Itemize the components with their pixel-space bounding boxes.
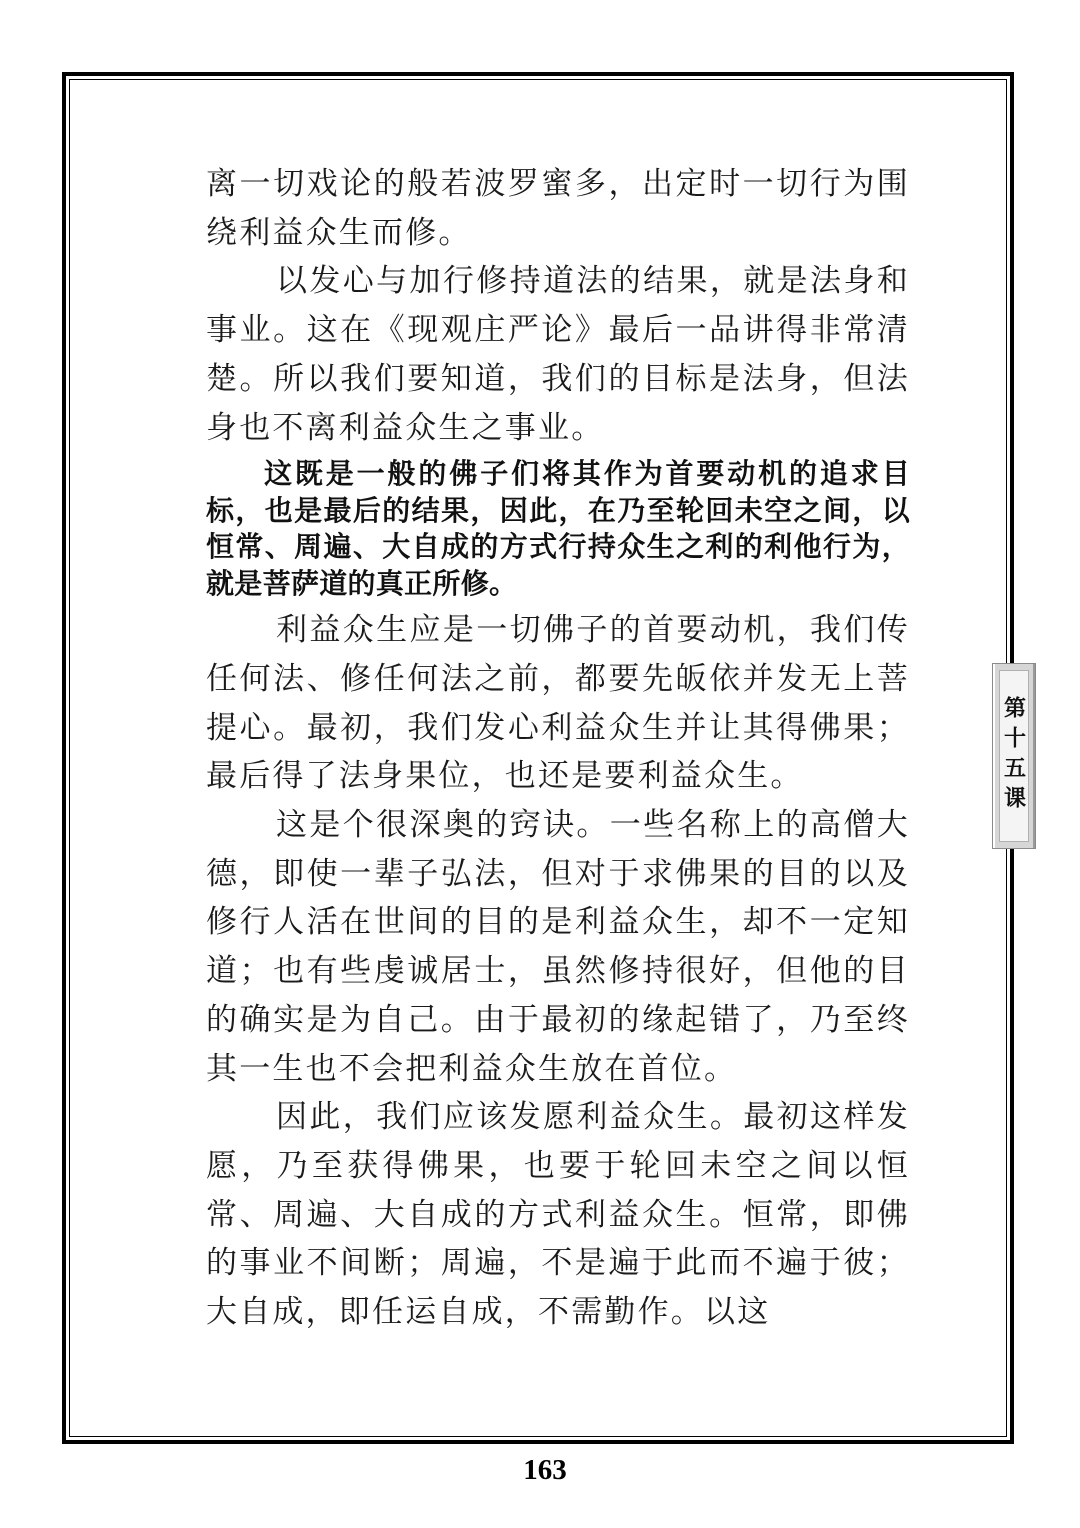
paragraph: 利益众生应是一切佛子的首要动机，我们传任何法、修任何法之前，都要先皈依并发无上菩提心。最初，我们发心利益众生并让其得佛果；最后得了法身果位，也还是要利益众生。 bbox=[206, 612, 910, 795]
page-number: 163 bbox=[523, 1454, 567, 1486]
chapter-side-tab bbox=[992, 663, 1036, 849]
root-text-quote: 这既是一般的佛子们将其作为首要动机的追求目标，也是最后的结果，因此，在乃至轮回未空之间，以恒常、周遍、大自成的方式行持众生之利的利他行为，就是菩萨道的真正所修。 bbox=[206, 457, 910, 600]
paragraph: 以发心与加行修持道法的结果，就是法身和事业。这在《现观庄严论》最后一品讲得非常清楚。所以我们要知道，我们的目标是法身，但法身也不离利益众生之事业。 bbox=[206, 263, 910, 446]
chapter-side-tab-inner bbox=[999, 670, 1029, 842]
paragraph: 因此，我们应该发愿利益众生。最初这样发愿，乃至获得佛果，也要于轮回未空之间以恒常、周遍、大自成的方式利益众生。恒常，即佛的事业不间断；周遍，不是遍于此而不遍于彼；大自成，即任运自成，不需勤作。以这 bbox=[206, 1099, 910, 1331]
paragraph-continuation: 离一切戏论的般若波罗蜜多，出定时一切行为围绕利益众生而修。 bbox=[206, 166, 910, 251]
paragraph: 这是个很深奥的窍诀。一些名称上的高僧大德，即使一辈子弘法，但对于求佛果的目的以及修行人活在世间的目的是利益众生，却不一定知道；也有些虔诚居士，虽然修持很好，但他的目的确实是为自己。由于最初的缘起错了，乃至终其一生也不会把利益众生放在首位。 bbox=[206, 807, 910, 1087]
body-text bbox=[206, 160, 910, 1337]
chapter-label: 第十五课 bbox=[1000, 696, 1027, 816]
